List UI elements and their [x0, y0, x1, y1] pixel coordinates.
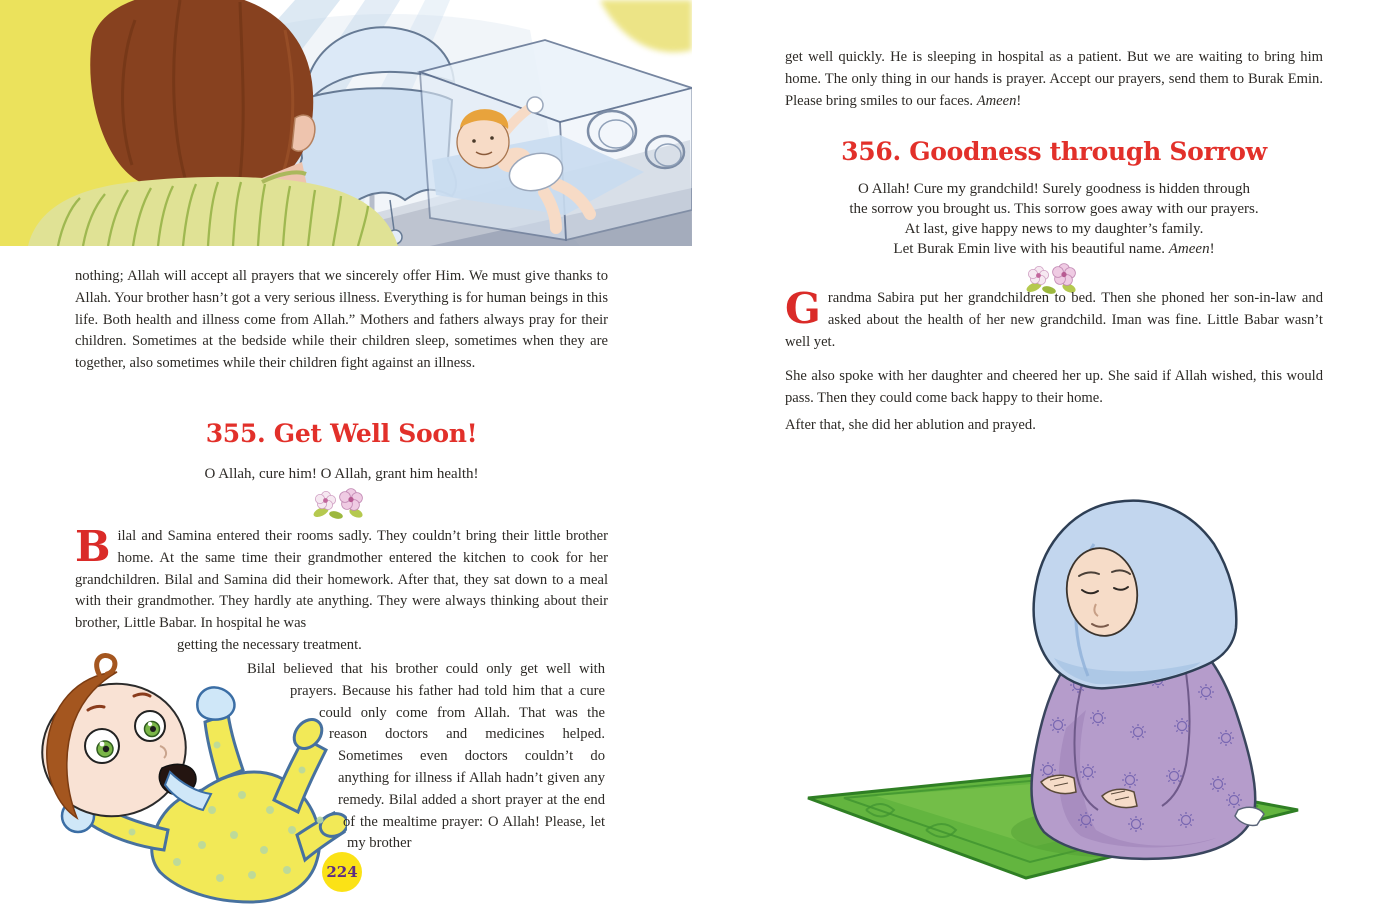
section-heading-355: 355. Get Well Soon!	[205, 419, 478, 448]
paragraph-intro: nothing; Allah will accept all prayers that we sincerely offer Him. We must give thanks to Allah. Your brother hasn’t got a very serious illness. Everything is for human beings in this life. Both health and illness come from Allah.” Mothers and fathers always pray for their children. Sometimes at the bedside while their children sleep, sometimes when they are together, also sometimes while their children fight against an illness.	[75, 268, 608, 372]
illustration-hospital-nursery-icon	[0, 0, 692, 246]
section-heading-356: 356. Goodness through Sorrow	[841, 137, 1267, 166]
drop-cap-b: B	[75, 522, 111, 571]
paragraph-continued-text: get well quickly. He is sleeping in hospital as a patient. But we are waiting to bring him home. The only thing in our hands is prayer. Accept our prayers, send them to Burak Emin. Please bring smiles to our faces.	[785, 49, 1323, 109]
prayer-line: O Allah, cure him! O Allah, grant him health!	[204, 466, 479, 482]
prayer-line-1: O Allah! Cure my grandchild! Surely goodness is hidden through	[857, 181, 1251, 197]
paragraph-bilal-lastline: getting the necessary treatment.	[177, 636, 362, 653]
paragraph-bilal-text: ilal and Samina entered their rooms sadly. They couldn’t bring their little brother home. At the same time their grandmother entered the kitchen to cook for her grandchildren. Bilal and Samina did their homework. After that, they sat down to a meal with their grandmother. They hardly ate anything. They were always thinking about their brother, Little Babar. In hospital he was	[75, 528, 608, 632]
prayer-line-4-text: Let Burak Emin live with his beautiful name.	[893, 241, 1169, 257]
prayer-line-3: At last, give happy news to my daughter’s family.	[904, 221, 1204, 237]
paragraph-daughter: She also spoke with her daughter and cheered her up. She said if Allah wished, this would pass. Then they could come back happy to their home.	[785, 368, 1323, 406]
paragraph-grandma-text: randma Sabira put her grandchildren to bed. Then she phoned her son-in-law and asked about the health of her new grandchild. Iman was fine. Little Babar wasn’t well yet.	[785, 290, 1323, 350]
prayer-line-4	[785, 239, 1323, 259]
paragraph-bilal	[75, 522, 608, 657]
page-right	[700, 0, 1400, 911]
paragraph-continued	[785, 47, 1323, 112]
paragraph-wrapped	[75, 659, 605, 857]
paragraph-wrapped-text: Bilal believed that his brother could only get well with prayers. Because his father had told him that a cure could only come from Allah. That was the reason doctors and medicines helped. Sometimes even doctors couldn’t do anything for illness if Allah hadn’t given any remedy. Bilal added a short prayer at the end of the mealtime prayer: O Allah! Please, let my brother	[247, 661, 605, 852]
prayer-block	[785, 179, 1323, 259]
drop-cap-g: G	[785, 284, 821, 333]
prayer-line-4-end: !	[1209, 241, 1215, 257]
flower-ornament-icon	[309, 487, 373, 521]
illustration-praying-grandma-icon	[786, 480, 1306, 880]
prayer-line-2: the sorrow you brought us. This sorrow goes away with our prayers.	[849, 201, 1259, 217]
paragraph-continued-end: !	[1016, 92, 1022, 109]
paragraph-ablution: After that, she did her ablution and prayed.	[785, 417, 1036, 433]
page-number: 224	[326, 863, 358, 881]
paragraph-grandma	[785, 284, 1323, 353]
ameen-italic: Ameen	[976, 92, 1017, 109]
ameen-italic-2: Ameen	[1168, 241, 1210, 257]
page-number-badge	[322, 852, 362, 892]
